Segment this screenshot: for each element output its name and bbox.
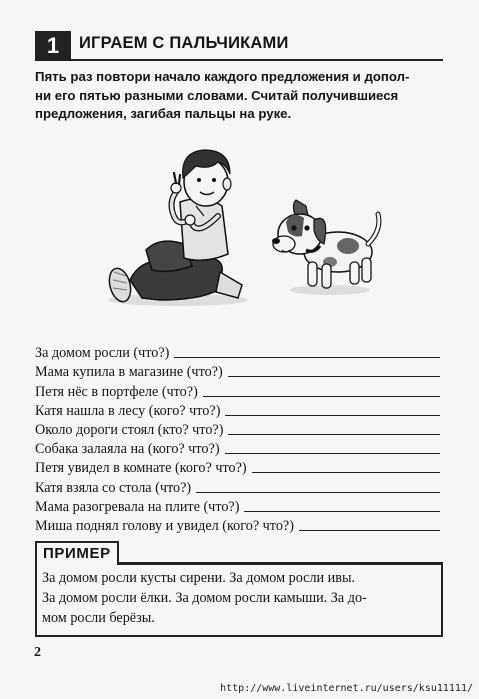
answer-line	[228, 375, 440, 377]
answer-line	[203, 395, 440, 397]
answer-line	[244, 510, 440, 512]
prompt-text: Катя взяла со стола (что?)	[35, 479, 192, 496]
prompt-text: Миша поднял голову и увидел (кого? что?)	[35, 517, 294, 534]
answer-line	[228, 433, 440, 435]
prompt-row	[35, 439, 440, 458]
answer-line	[252, 471, 440, 473]
prompt-row	[35, 401, 440, 420]
prompt-list	[35, 343, 440, 535]
exercise-instructions	[35, 68, 445, 124]
instruction-line: Пять раз повтори начало каждого предложения и допол-	[35, 69, 410, 84]
example-line: За домом росли ёлки. За домом росли камыши. За до-	[42, 590, 367, 606]
prompt-text: За домом росли (что?)	[35, 345, 170, 362]
answer-line	[196, 491, 440, 493]
prompt-text: Мама разогревала на плите (что?)	[35, 498, 240, 515]
prompt-row	[35, 420, 440, 439]
example-line: За домом росли кусты сирени. За домом росли ивы.	[42, 570, 356, 586]
prompt-row	[35, 362, 440, 381]
answer-line	[225, 452, 440, 454]
example-line: мом росли берёзы.	[42, 610, 155, 626]
instruction-line: предложения, загибая пальцы на руке.	[35, 106, 292, 121]
prompt-row	[35, 343, 440, 362]
instruction-line: ни его пятью разными словами. Считай получившиеся	[35, 87, 399, 103]
example-label: ПРИМЕР	[35, 541, 119, 565]
boy-sitting-counting-fingers-icon	[106, 150, 242, 304]
page-number: 2	[34, 645, 41, 660]
prompt-row	[35, 381, 440, 400]
example-box	[35, 563, 443, 637]
spotted-puppy-icon	[272, 200, 379, 288]
answer-line	[299, 529, 440, 531]
prompt-text: Катя нашла в лесу (кого? что?)	[35, 402, 221, 419]
exercise-header	[35, 31, 443, 61]
exercise-title: ИГРАЕМ С ПАЛЬЧИКАМИ	[79, 34, 289, 52]
prompt-row	[35, 458, 440, 477]
prompt-text: Мама купила в магазине (что?)	[35, 364, 223, 381]
prompt-row	[35, 477, 440, 496]
prompt-text: Петя нёс в портфеле (что?)	[35, 383, 198, 400]
prompt-row	[35, 497, 440, 516]
answer-line	[225, 414, 440, 416]
exercise-number: 1	[35, 31, 71, 61]
illustration	[100, 140, 400, 315]
prompt-text: Петя увидел в комнате (кого? что?)	[35, 460, 247, 477]
prompt-text: Собака залаяла на (кого? что?)	[35, 441, 220, 458]
title-underline	[71, 59, 443, 61]
prompt-text: Около дороги стоял (кто? что?)	[35, 421, 224, 438]
prompt-row	[35, 516, 440, 535]
footer-url: http://www.liveinternet.ru/users/ksu11111/	[220, 683, 473, 694]
answer-line	[174, 356, 440, 358]
